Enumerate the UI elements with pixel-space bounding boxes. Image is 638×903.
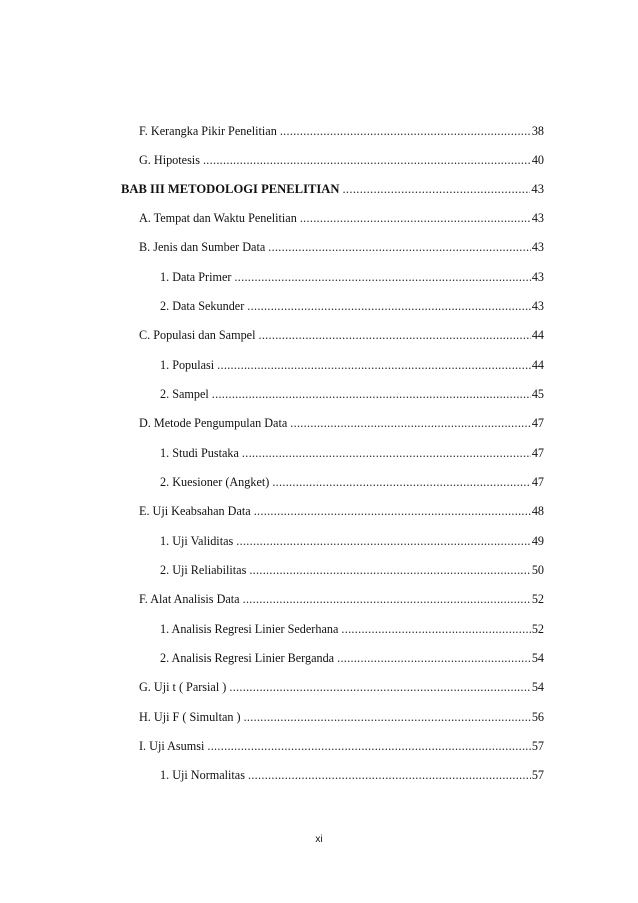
toc-entry-page: 56 (531, 710, 544, 724)
toc-entry-label: 2. Uji Reliabilitas (160, 563, 247, 577)
toc-leader-dots (254, 504, 531, 518)
toc-entry (139, 588, 544, 606)
toc-entry-page: 48 (531, 504, 544, 518)
toc-entry-page: 52 (531, 592, 544, 606)
toc-entry (139, 236, 544, 254)
toc-entry (139, 500, 544, 518)
toc-entry-page: 49 (531, 534, 544, 548)
toc-entry-label: B. Jenis dan Sumber Data (139, 240, 266, 254)
toc-entry (139, 207, 544, 225)
toc-entry (139, 706, 544, 724)
toc-entry-page: 54 (531, 651, 544, 665)
toc-entry-label: 1. Uji Normalitas (160, 768, 245, 782)
toc-leader-dots (212, 387, 531, 401)
toc-leader-dots (247, 299, 531, 313)
toc-entry (160, 471, 544, 489)
toc-entry-page: 44 (531, 328, 544, 342)
toc-entry-page: 50 (531, 563, 544, 577)
toc-leader-dots (342, 182, 530, 196)
toc-entry (139, 412, 544, 430)
toc-leader-dots (203, 153, 531, 167)
toc-entry (160, 266, 544, 284)
toc-entry-page: 52 (531, 622, 544, 636)
toc-entry-page: 57 (531, 768, 544, 782)
toc-entry-label: H. Uji F ( Simultan ) (139, 710, 241, 724)
toc-leader-dots (268, 240, 531, 254)
toc-entry (160, 354, 544, 372)
toc-entry-label: 2. Kuesioner (Angket) (160, 475, 270, 489)
toc-entry-label: 1. Data Primer (160, 270, 232, 284)
toc-entry-label: C. Populasi dan Sampel (139, 328, 256, 342)
toc-entry-label: 2. Analisis Regresi Linier Berganda (160, 651, 335, 665)
toc-entry-page: 43 (531, 182, 544, 196)
toc-entry-label: 2. Data Sekunder (160, 299, 245, 313)
toc-entry-label: 1. Uji Validitas (160, 534, 234, 548)
toc-entry-label: F. Alat Analisis Data (139, 592, 240, 606)
toc-entry-page: 57 (531, 739, 544, 753)
toc-leader-dots (249, 563, 530, 577)
toc-leader-dots (236, 534, 531, 548)
toc-leader-dots (337, 651, 531, 665)
toc-entry (160, 383, 544, 401)
toc-entry-label: A. Tempat dan Waktu Penelitian (139, 211, 297, 225)
toc-leader-dots (258, 328, 530, 342)
toc-entry-label: E. Uji Keabsahan Data (139, 504, 251, 518)
toc-leader-dots (243, 592, 531, 606)
toc-entry-label: G. Hipotesis (139, 153, 200, 167)
toc-leader-dots (242, 446, 531, 460)
toc-leader-dots (244, 710, 531, 724)
toc-leader-dots (272, 475, 530, 489)
toc-entry (160, 618, 544, 636)
toc-entry (139, 120, 544, 138)
toc-entry (139, 149, 544, 167)
toc-entry-page: 43 (531, 240, 544, 254)
toc-entry (160, 559, 544, 577)
toc-entry-label: 1. Studi Pustaka (160, 446, 239, 460)
toc-entry-page: 43 (531, 299, 544, 313)
toc-leader-dots (234, 270, 530, 284)
toc-entry-page: 47 (531, 416, 544, 430)
toc-entry-page: 40 (531, 153, 544, 167)
toc-entry (139, 676, 544, 694)
toc-leader-dots (300, 211, 531, 225)
toc-entry-label: G. Uji t ( Parsial ) (139, 680, 227, 694)
toc-entry-page: 47 (531, 475, 544, 489)
toc-entry-label: D. Metode Pengumpulan Data (139, 416, 288, 430)
toc-entry-page: 45 (531, 387, 544, 401)
toc-entry-page: 47 (531, 446, 544, 460)
toc-entry-page: 54 (531, 680, 544, 694)
toc-leader-dots (280, 124, 531, 138)
toc-leader-dots (248, 768, 531, 782)
toc-entry-label: 1. Populasi (160, 358, 215, 372)
toc-entry-page: 44 (531, 358, 544, 372)
toc-entry (160, 647, 544, 665)
toc-entry (160, 530, 544, 548)
toc-leader-dots (217, 358, 531, 372)
toc-entry-label: 1. Analisis Regresi Linier Sederhana (160, 622, 339, 636)
toc-entry-label: I. Uji Asumsi (139, 739, 205, 753)
page-number: xi (315, 834, 323, 845)
toc-entry (139, 735, 544, 753)
toc-entry-page: 38 (531, 124, 544, 138)
toc-entry (160, 764, 544, 782)
toc-leader-dots (207, 739, 530, 753)
toc-entry-page: 43 (531, 270, 544, 284)
toc-entry-label: BAB III METODOLOGI PENELITIAN (121, 182, 340, 196)
toc-leader-dots (290, 416, 531, 430)
toc-entry-page: 43 (531, 211, 544, 225)
toc-leader-dots (229, 680, 530, 694)
toc-entry (160, 295, 544, 313)
toc-chapter-heading (121, 178, 544, 196)
toc-entry (139, 324, 544, 342)
toc-entry-label: F. Kerangka Pikir Penelitian (139, 124, 277, 138)
toc-entry-label: 2. Sampel (160, 387, 209, 401)
toc-entry (160, 442, 544, 460)
toc-leader-dots (341, 622, 530, 636)
